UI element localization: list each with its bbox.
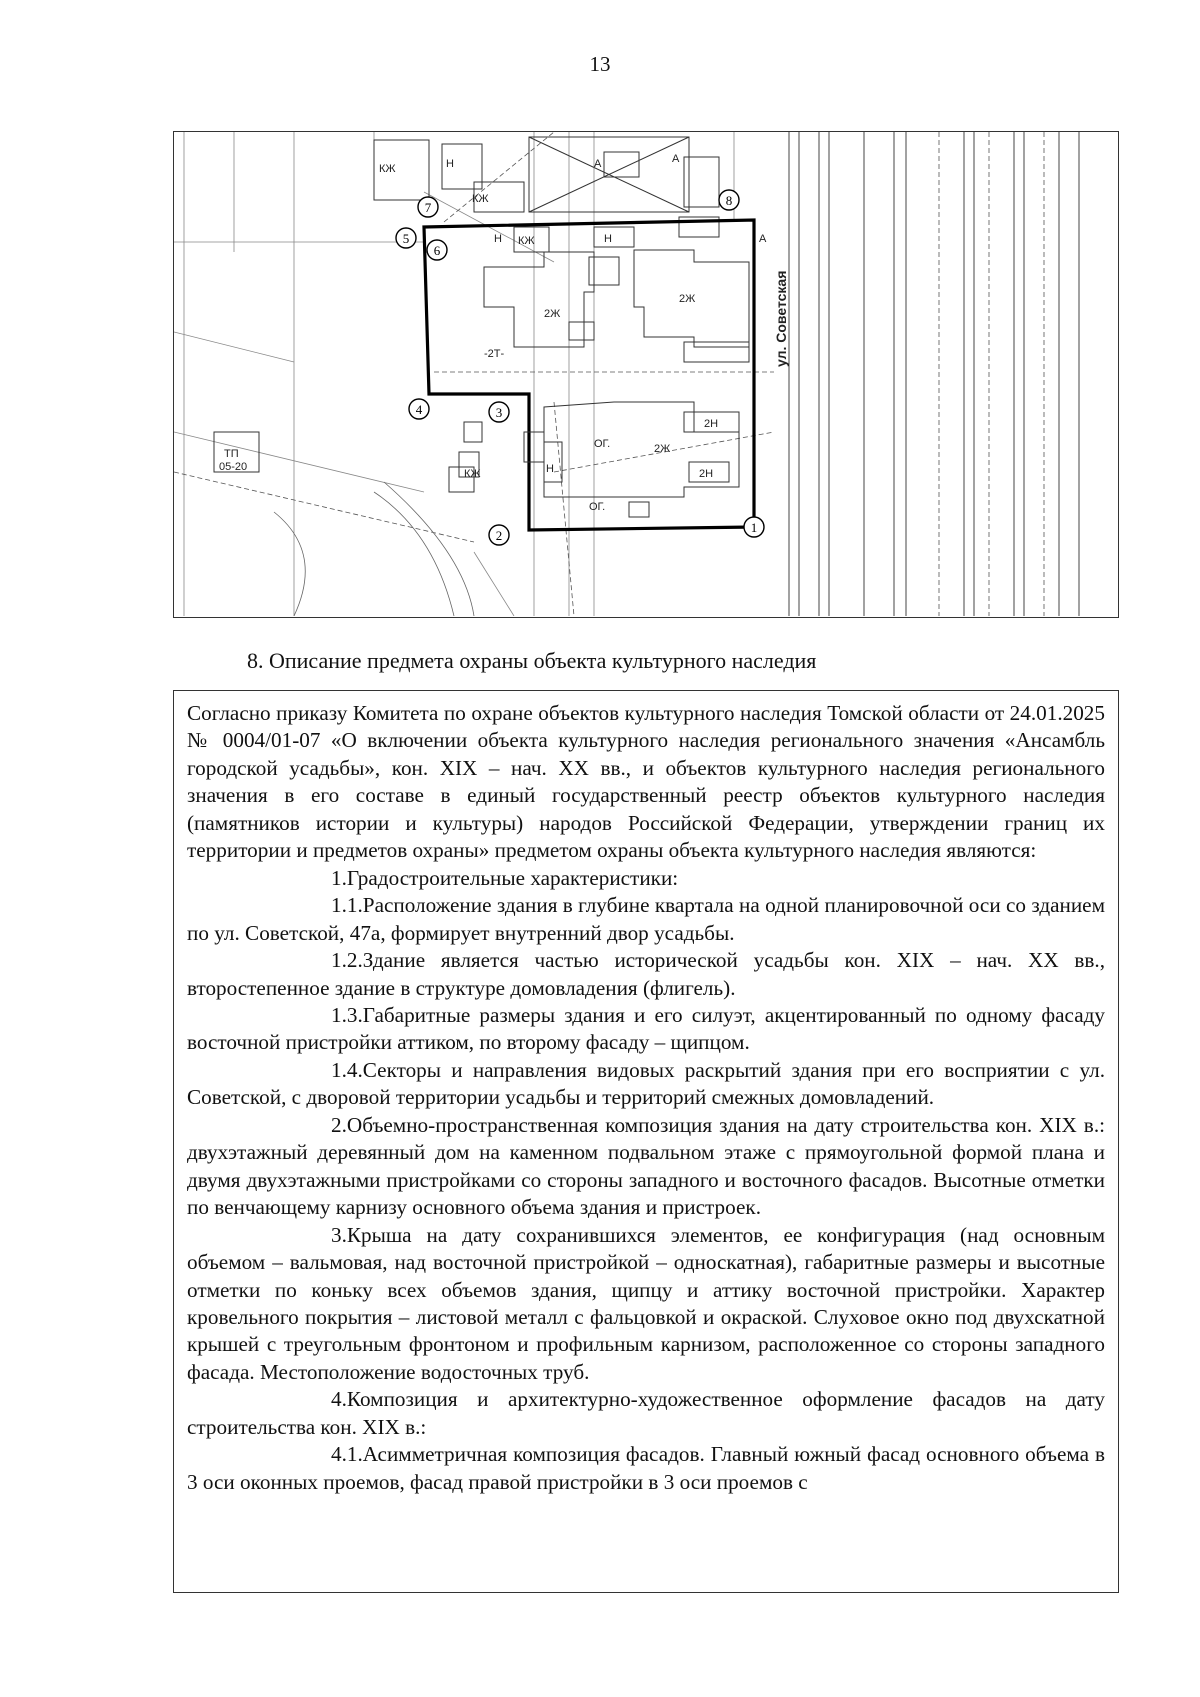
map-point-1: 1 xyxy=(750,520,758,535)
svg-text:ТП: ТП xyxy=(224,448,239,460)
svg-text:А: А xyxy=(759,233,767,245)
map-point-2: 2 xyxy=(495,528,503,543)
map-point-3: 3 xyxy=(495,405,503,420)
map-point-6: 6 xyxy=(433,243,441,258)
svg-text:Н: Н xyxy=(546,463,554,475)
street-label: ул. Советская xyxy=(773,270,789,367)
svg-text:КЖ: КЖ xyxy=(518,235,535,247)
svg-text:КЖ: КЖ xyxy=(379,163,396,175)
list-item: 1.Градостроительные характеристики: xyxy=(331,865,679,890)
svg-text:05-20: 05-20 xyxy=(219,461,248,473)
list-item: 1.4.Секторы и направления видовых раскрытий здания при его восприятии с ул. Советской, с дворовой территории усадьбы и территорий смежных домовладений. xyxy=(187,1057,1105,1110)
svg-text:КЖ: КЖ xyxy=(464,468,481,480)
map-point-5: 5 xyxy=(402,231,410,246)
svg-text:Н: Н xyxy=(604,233,612,245)
svg-text:А: А xyxy=(594,158,602,170)
svg-text:Н: Н xyxy=(494,233,502,245)
svg-text:Н: Н xyxy=(446,158,454,170)
section-title: 8. Описание предмета охраны объекта культурного наследия xyxy=(247,648,817,673)
list-item: 4.Композиция и архитектурно-художественное оформление фасадов на дату строительства кон. XIX в.: xyxy=(187,1387,1105,1439)
svg-text:2Ж: 2Ж xyxy=(544,308,561,320)
svg-text:ОГ.: ОГ. xyxy=(589,501,606,513)
list-item: 1.2.Здание является частью исторической усадьбы кон. XIX – нач. XX вв., второстепенное здание в структуре домовладения (флигель). xyxy=(187,948,1105,1000)
svg-text:ОГ.: ОГ. xyxy=(594,438,611,450)
map-point-4: 4 xyxy=(415,402,423,417)
protection-subject-text-box xyxy=(173,690,1119,1593)
list-item: 1.3.Габаритные размеры здания и его силуэт, акцентированный по одному фасаду восточной пристройки аттиком, по второму фасаду – щипцом. xyxy=(187,1002,1105,1055)
intro-paragraph: Согласно приказу Комитета по охране объектов культурного наследия Томской области от 24.01.2025 № 0004/01-07 «О включении объекта культурного наследия регионального значения «Ансамбль городской усадьбы», кон. XIX – нач. XX вв., и объектов культурного наследия регионального значения в его составе в единый государственный реестр объектов культурного наследия (памятников истории и культуры) народов Российской Федерации, утверждении границ их территории и предметов охраны» предметом охраны объекта культурного наследия являются: xyxy=(187,701,1105,863)
page-number: 13 xyxy=(589,52,611,76)
list-item: 4.1.Асимметричная композиция фасадов. Главный южный фасад основного объема в 3 оси оконных проемов, фасад правой пристройки в 3 оси проемов с xyxy=(187,1442,1105,1494)
svg-text:2Ж: 2Ж xyxy=(654,443,671,455)
svg-text:-2Т-: -2Т- xyxy=(484,348,505,360)
list-item: 1.1.Расположение здания в глубине квартала на одной планировочной оси со зданием по ул. Советской, 47а, формирует внутренний двор усадьбы. xyxy=(187,893,1105,945)
site-plan-map xyxy=(173,131,1119,618)
list-item: 2.Объемно-пространственная композиция здания на дату строительства кон. XIX в.: двухэтажный деревянный дом на каменном подвальном этаже с прямоугольной формой плана и двумя двухэтажными пристройками со стороны западного и восточного фасадов. Высотные отметки по венчающему карнизу основного объема здания и пристроек. xyxy=(187,1112,1105,1220)
map-point-8: 8 xyxy=(725,193,733,208)
svg-text:А: А xyxy=(672,153,680,165)
list-item: 3.Крыша на дату сохранившихся элементов, ее конфигурация (над основным объемом – вальмовая, над восточной пристройкой – односкатная), габаритные размеры и высотные отметки по коньку всех объемов здания, щипцу и аттику восточной пристройки. Характер кровельного покрытия – листовой металл с фальцовкой и окраской. Слуховое окно под двухскатной крышей с треугольным фронтоном и профильным карнизом, расположенное со стороны западного фасада. Местоположение водосточных труб. xyxy=(187,1222,1105,1384)
svg-text:2Ж: 2Ж xyxy=(679,293,696,305)
svg-text:2Н: 2Н xyxy=(699,468,714,480)
map-point-7: 7 xyxy=(424,200,432,215)
svg-text:2Н: 2Н xyxy=(704,418,719,430)
svg-text:КЖ: КЖ xyxy=(472,193,489,205)
